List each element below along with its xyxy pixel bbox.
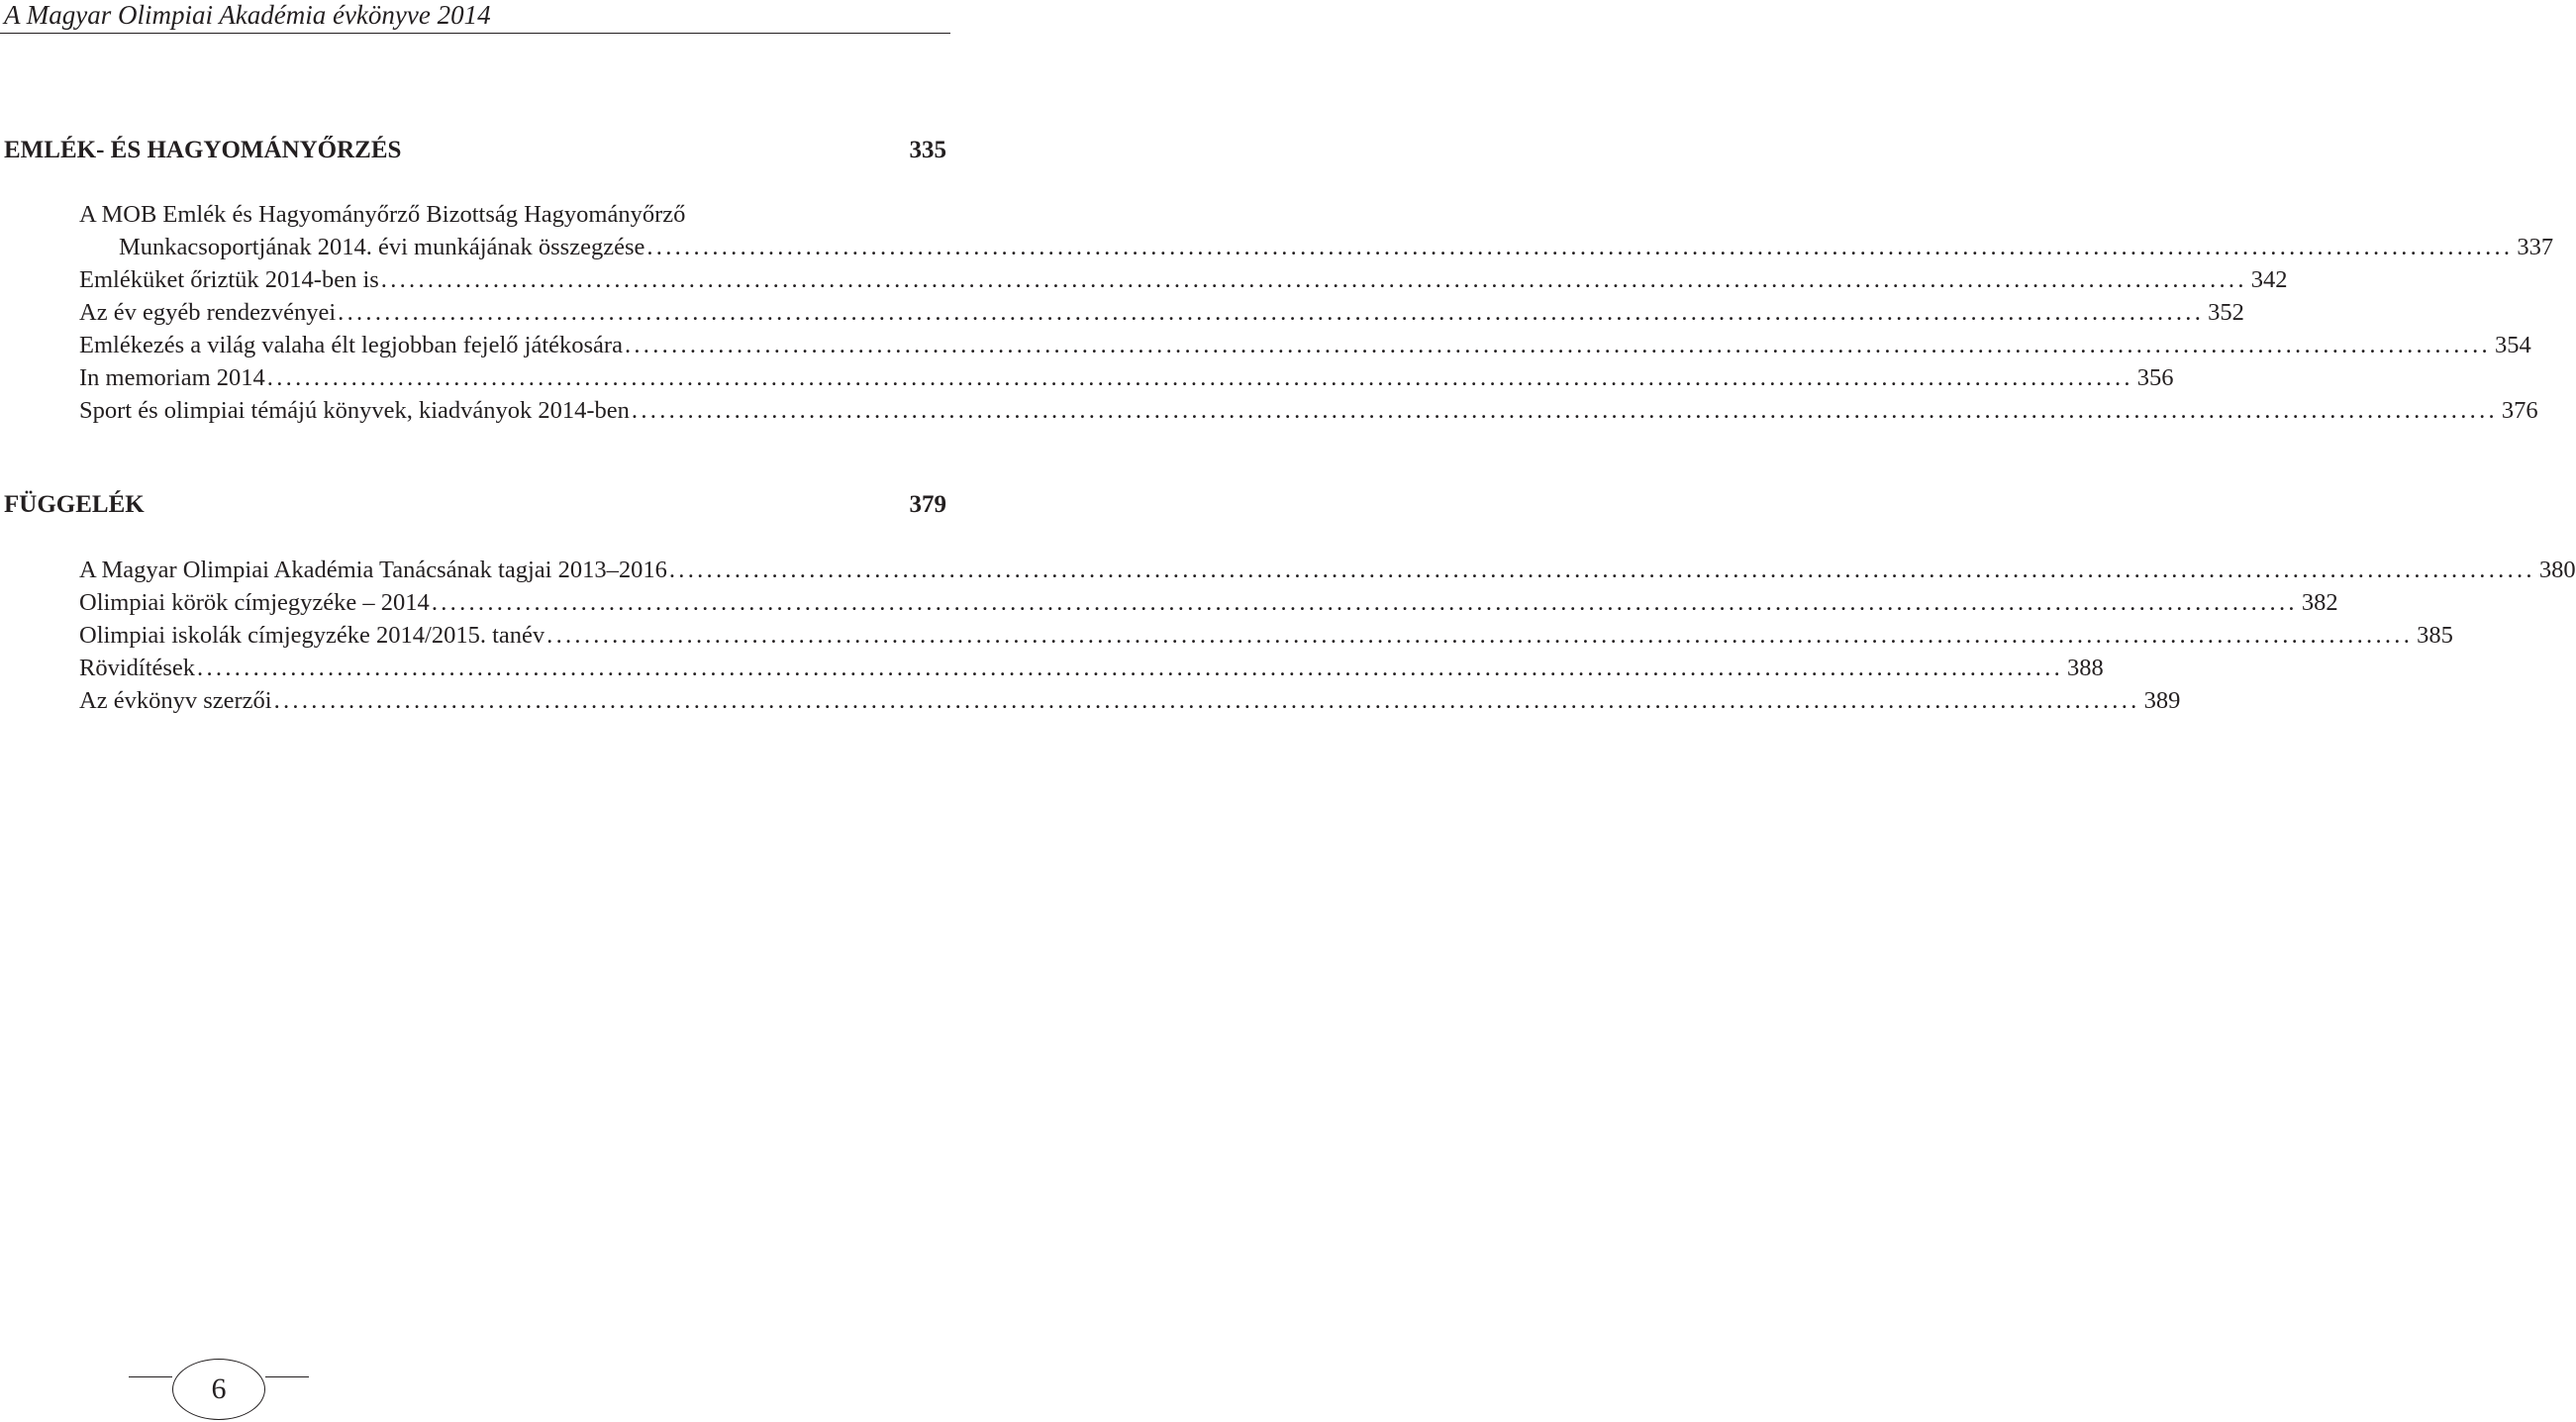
- footer-rule-left: [129, 1376, 172, 1377]
- section-title: EMLÉK- ÉS HAGYOMÁNYŐRZÉS: [4, 137, 402, 163]
- toc-entry-page: 389: [2143, 687, 2181, 714]
- section-heading-fuggelek[interactable]: [4, 489, 946, 521]
- toc-entry-page: 342: [2250, 266, 2288, 293]
- dot-leader: ........................................................................................................................................................................................................: [546, 622, 2414, 649]
- page-number-badge: 6: [172, 1359, 265, 1420]
- toc-entry-page: 388: [2067, 655, 2104, 681]
- toc-entry-title: Rövidítések: [79, 655, 196, 681]
- toc-entry[interactable]: [79, 263, 2288, 296]
- toc-list-section-2: [79, 554, 2576, 717]
- running-header: A Magyar Olimpiai Akadémia évkönyve 2014: [4, 0, 491, 30]
- toc-entry-title: Olimpiai körök címjegyzéke – 2014: [79, 589, 430, 616]
- toc-entry-page: 354: [2494, 332, 2531, 358]
- footer-rule-right: [265, 1376, 309, 1377]
- dot-leader: ........................................................................................................................................................................................................: [624, 332, 2491, 358]
- toc-entry[interactable]: [79, 296, 2244, 329]
- toc-entry-page: 385: [2417, 622, 2453, 649]
- dot-leader: ........................................................................................................................................................................................................: [380, 266, 2247, 293]
- dot-leader: ........................................................................................................................................................................................................: [668, 557, 2535, 583]
- toc-entry[interactable]: [79, 394, 2538, 427]
- toc-entry-title: Emléküket őriztük 2014-ben is: [79, 266, 379, 293]
- toc-entry[interactable]: [79, 554, 2576, 586]
- header-rule: [0, 33, 950, 34]
- toc-entry-title-line: A MOB Emlék és Hagyományőrző Bizottság Hagyományőrző: [79, 201, 686, 228]
- dot-leader: ........................................................................................................................................................................................................: [631, 397, 2498, 424]
- toc-entry-continuation: [79, 231, 2554, 263]
- dot-leader: ........................................................................................................................................................................................................: [266, 364, 2133, 391]
- toc-entry-title: A Magyar Olimpiai Akadémia Tanácsának tagjai 2013–2016: [79, 557, 667, 583]
- toc-entry-title: Olimpiai iskolák címjegyzéke 2014/2015. tanév: [79, 622, 545, 649]
- toc-entry-title: In memoriam 2014: [79, 364, 265, 391]
- dot-leader: ........................................................................................................................................................................................................: [431, 589, 2298, 616]
- toc-entry-title: Munkacsoportjának 2014. évi munkájának összegzése: [119, 234, 645, 260]
- section-heading-emlek-es-hagyomanyorzes[interactable]: [4, 135, 946, 166]
- toc-entry[interactable]: [79, 329, 2531, 361]
- section-title: FÜGGELÉK: [4, 491, 145, 518]
- dot-leader: ........................................................................................................................................................................................................: [197, 655, 2064, 681]
- toc-entry-page: 382: [2301, 589, 2338, 616]
- toc-entry-page: 352: [2208, 299, 2244, 326]
- toc-entry[interactable]: [79, 361, 2174, 394]
- section-page-number: 379: [909, 491, 946, 518]
- toc-entry-page: 337: [2517, 234, 2554, 260]
- toc-entry[interactable]: [79, 586, 2338, 619]
- toc-entry-title: Sport és olimpiai témájú könyvek, kiadványok 2014-ben: [79, 397, 630, 424]
- toc-entry-page: 380: [2538, 557, 2576, 583]
- toc-entry-page: 356: [2136, 364, 2174, 391]
- toc-entry-title: Emlékezés a világ valaha élt legjobban fejelő játékosára: [79, 332, 623, 358]
- toc-list-section-1: [79, 198, 2554, 427]
- toc-entry-title: Az év egyéb rendezvényei: [79, 299, 337, 326]
- toc-entry[interactable]: [79, 652, 2104, 684]
- page-footer: [0, 1359, 950, 1422]
- toc-entry-page: 376: [2501, 397, 2538, 424]
- toc-entry[interactable]: [79, 198, 2554, 263]
- dot-leader: ........................................................................................................................................................................................................: [273, 687, 2140, 714]
- dot-leader: ........................................................................................................................................................................................................: [338, 299, 2205, 326]
- dot-leader: ........................................................................................................................................................................................................: [646, 234, 2514, 260]
- toc-entry[interactable]: [79, 684, 2181, 717]
- toc-entry-title: Az évkönyv szerzői: [79, 687, 272, 714]
- toc-entry[interactable]: [79, 619, 2453, 652]
- section-page-number: 335: [909, 137, 946, 163]
